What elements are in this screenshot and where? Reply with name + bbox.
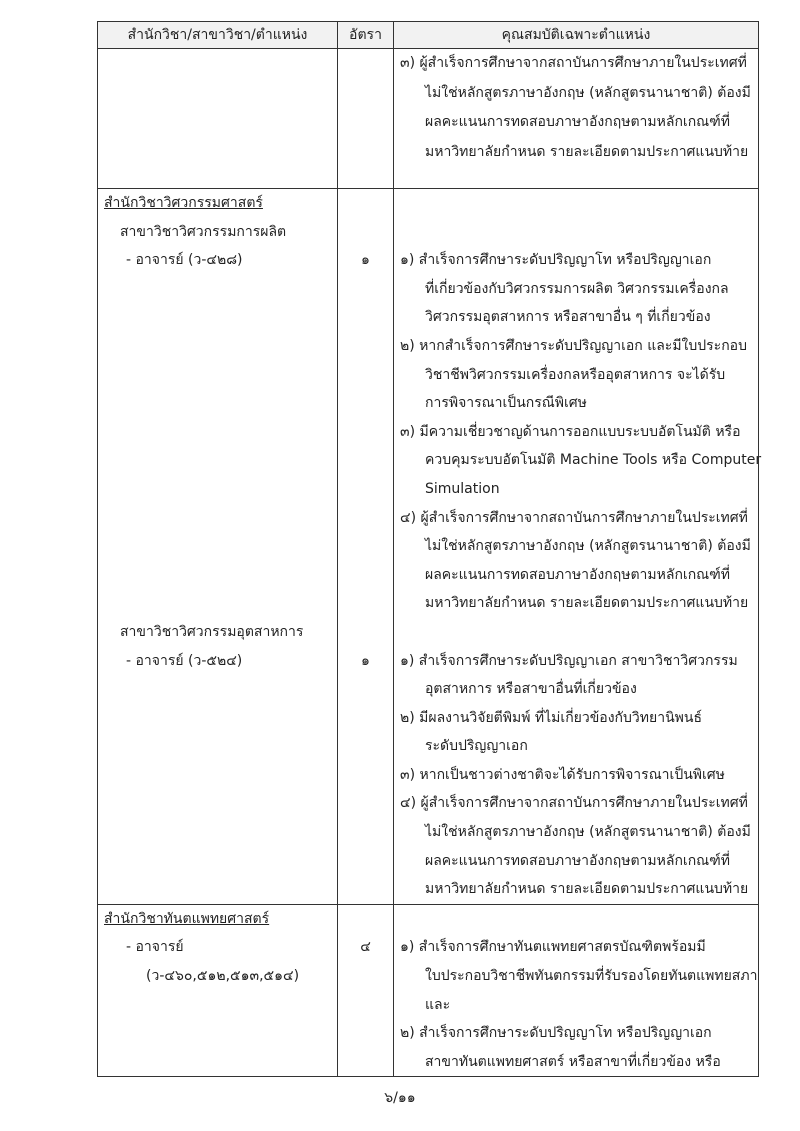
- qualification-line: และ: [425, 996, 451, 1013]
- qualification-line: ๔) ผู้สำเร็จการศึกษาจากสถาบันการศึกษาภายในประเทศที่: [400, 509, 748, 526]
- qualification-line: ๒) หากสำเร็จการศึกษาระดับปริญญาเอก และมีใบประกอบ: [400, 337, 747, 354]
- position-name: - อาจารย์ (ว-๔๒๘): [126, 252, 243, 269]
- qualification-line: อุตสาหการ หรือสาขาอื่นที่เกี่ยวข้อง: [425, 681, 637, 698]
- school-name: สำนักวิชาวิศวกรรมศาสตร์: [104, 195, 263, 211]
- qualification-line: มหาวิทยาลัยกำหนด รายละเอียดตามประกาศแนบท้าย: [425, 881, 749, 898]
- qualification-line: ๑) สำเร็จการศึกษาระดับปริญญาโท หรือปริญญาเอก: [400, 252, 712, 269]
- qualification-line: การพิจารณาเป็นกรณีพิเศษ: [425, 395, 587, 412]
- qualification-line: Simulation: [425, 480, 500, 497]
- count-cell: [338, 904, 394, 1077]
- qualifications-cell: [394, 904, 759, 1077]
- position-codes: (ว-๔๖๐,๕๑๒,๕๑๓,๕๑๔): [146, 968, 300, 985]
- qualification-line: ที่เกี่ยวข้องกับวิศวกรรมการผลิต วิศวกรรมเครื่องกล: [425, 280, 729, 297]
- school-cell: [98, 904, 338, 1077]
- table-row: [98, 904, 759, 1077]
- branch-name: สาขาวิชาวิศวกรรมการผลิต: [120, 223, 287, 240]
- table-row: [98, 189, 759, 905]
- qualification-line: ไม่ใช่หลักสูตรภาษาอังกฤษ (หลักสูตรนานาชาติ) ต้องมี: [425, 84, 751, 101]
- position-count: ๔: [360, 939, 371, 956]
- page-number: ๖/๑๑: [384, 1090, 416, 1106]
- header-row: [98, 22, 759, 49]
- qualification-line: สาขาทันตแพทยศาสตร์ หรือสาขาที่เกี่ยวข้อง หรือ: [425, 1053, 721, 1070]
- qualification-line: วิชาชีพวิศวกรรมเครื่องกลหรืออุตสาหการ จะได้รับ: [425, 366, 726, 383]
- qualification-line: ๓) หากเป็นชาวต่างชาติจะได้รับการพิจารณาเป็นพิเศษ: [400, 766, 725, 783]
- qualification-line: ใบประกอบวิชาชีพทันตกรรมที่รับรองโดยทันตแพทยสภา: [425, 968, 758, 985]
- header-qualifications: คุณสมบัติเฉพาะตำแหน่ง: [394, 22, 759, 49]
- qualification-line: ผลคะแนนการทดสอบภาษาอังกฤษตามหลักเกณฑ์ที่: [425, 114, 731, 130]
- qualification-line: ๒) สำเร็จการศึกษาระดับปริญญาโท หรือปริญญาเอก: [400, 1025, 712, 1042]
- qualification-line: ๒) มีผลงานวิจัยตีพิมพ์ ที่ไม่เกี่ยวข้องกับวิทยานิพนธ์: [400, 709, 702, 726]
- qualification-line: มหาวิทยาลัยกำหนด รายละเอียดตามประกาศแนบท้าย: [425, 595, 749, 612]
- qualifications-cell: [394, 49, 759, 189]
- qualification-line: ๓) ผู้สำเร็จการศึกษาจากสถาบันการศึกษาภายในประเทศที่: [400, 55, 747, 71]
- qualification-line: ไม่ใช่หลักสูตรภาษาอังกฤษ (หลักสูตรนานาชาติ) ต้องมี: [425, 824, 751, 841]
- qualification-line: ๓) มีความเชี่ยวชาญด้านการออกแบบระบบอัตโนมัติ หรือ: [400, 423, 741, 440]
- qualification-line: ๔) ผู้สำเร็จการศึกษาจากสถาบันการศึกษาภายในประเทศที่: [400, 795, 748, 812]
- qualification-line: วิศวกรรมอุตสาหการ หรือสาขาอื่น ๆ ที่เกี่ยวข้อง: [425, 309, 711, 326]
- school-cell: [98, 49, 338, 189]
- position-count: ๑: [361, 652, 370, 669]
- school-cell: [98, 189, 338, 905]
- count-cell: [338, 189, 394, 905]
- qualification-line: ผลคะแนนการทดสอบภาษาอังกฤษตามหลักเกณฑ์ที่: [425, 852, 731, 869]
- qualification-line: ระดับปริญญาเอก: [425, 738, 528, 755]
- position-name: - อาจารย์ (ว-๕๒๔): [126, 652, 243, 669]
- position-count: ๑: [361, 252, 370, 269]
- header-school: สำนักวิชา/สาขาวิชา/ตำแหน่ง: [98, 22, 338, 49]
- positions-table: [97, 21, 762, 1077]
- qualification-line: ผลคะแนนการทดสอบภาษาอังกฤษตามหลักเกณฑ์ที่: [425, 566, 731, 583]
- qualification-line: ไม่ใช่หลักสูตรภาษาอังกฤษ (หลักสูตรนานาชาติ) ต้องมี: [425, 538, 751, 555]
- qualification-line: ๑) สำเร็จการศึกษาระดับปริญญาเอก สาขาวิชาวิศวกรรม: [400, 652, 738, 669]
- count-cell: [338, 49, 394, 189]
- school-name: สำนักวิชาทันตแพทยศาสตร์: [104, 910, 270, 927]
- qualification-line: ควบคุมระบบอัตโนมัติ Machine Tools หรือ Computer: [425, 452, 762, 469]
- qualification-line: มหาวิทยาลัยกำหนด รายละเอียดตามประกาศแนบท้าย: [425, 143, 749, 160]
- branch-name: สาขาวิชาวิศวกรรมอุตสาหการ: [120, 623, 304, 640]
- qualification-line: ๑) สำเร็จการศึกษาทันตแพทยศาสตรบัณฑิตพร้อมมี: [400, 939, 706, 956]
- qualifications-cell: [394, 189, 762, 905]
- table-row: [98, 49, 759, 189]
- position-name: - อาจารย์: [126, 939, 184, 956]
- header-count: อัตรา: [338, 22, 394, 49]
